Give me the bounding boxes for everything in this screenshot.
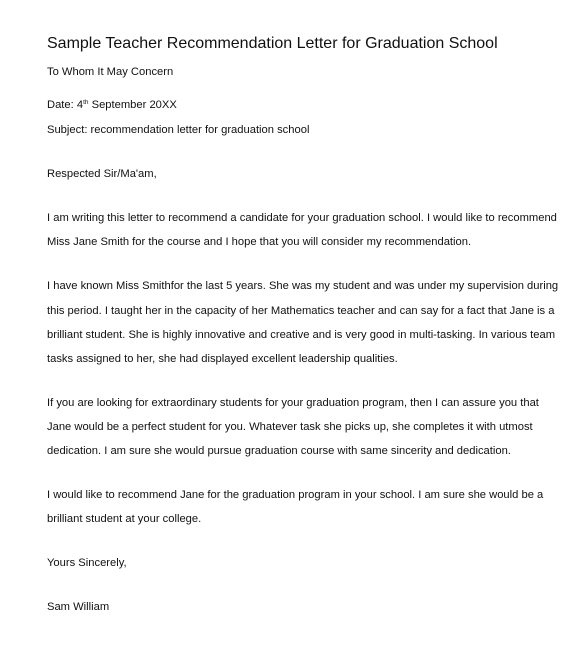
paragraph-2-line-2: this period. I taught her in the capacity of her Mathematics teacher and can say for a fact that Jane is a [47,305,555,317]
paragraph-4-line-1: I would like to recommend Jane for the graduation program in your school. I am sure she would be a [47,489,544,501]
paragraph-2-line-4: tasks assigned to her, she had displayed excellent leadership qualities. [47,353,398,365]
recipient-line: To Whom It May Concern [47,66,174,78]
signature-name: Sam William [47,601,110,613]
paragraph-1-line-2: Miss Jane Smith for the course and I hope that you will consider my recommendation. [47,236,472,248]
date-line [47,98,177,112]
date-rest: September 20XX [88,99,177,111]
paragraph-3-line-3: dedication. I am sure she would pursue graduation course with same sincerity and dedication. [47,445,511,457]
date-prefix: Date: 4 [47,99,84,111]
paragraph-2-line-1: I have known Miss Smithfor the last 5 years. She was my student and was under my supervision during [47,280,559,292]
date-ordinal-suffix: th [83,99,89,106]
document-title: Sample Teacher Recommendation Letter for Graduation School [47,35,498,52]
paragraph-1-line-1: I am writing this letter to recommend a candidate for your graduation school. I would like to recommend [47,212,557,224]
paragraph-2-line-3: brilliant student. She is highly innovative and creative and is very good in multi-tasking. In various team [47,329,556,341]
greeting-line: Respected Sir/Ma'am, [47,168,157,180]
paragraph-3-line-2: Jane would be a perfect student for you. Whatever task she picks up, she completes it with utmost [47,421,533,433]
paragraph-4-line-2: brilliant student at your college. [47,513,202,525]
subject-line: Subject: recommendation letter for graduation school [47,124,310,136]
closing-line: Yours Sincerely, [47,557,127,569]
paragraph-3-line-1: If you are looking for extraordinary students for your graduation program, then I can assure you that [47,397,539,409]
